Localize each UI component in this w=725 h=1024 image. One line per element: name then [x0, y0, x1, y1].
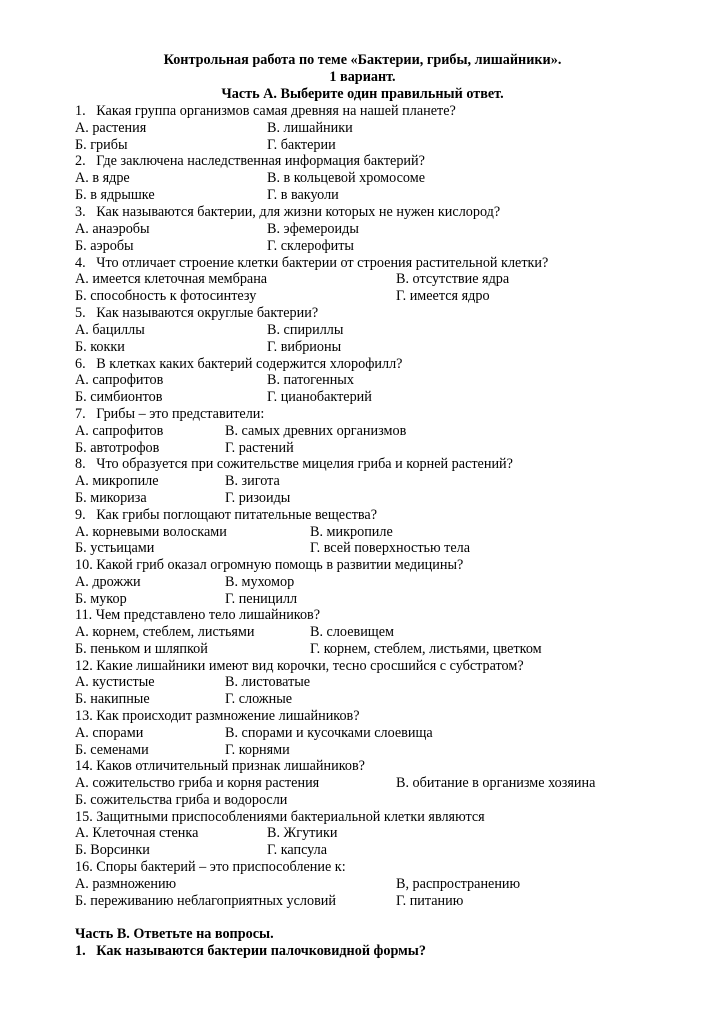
- q11-option-d: Г. корнем, стеблем, листьями, цветком: [310, 641, 542, 657]
- q6-option-b: Б. симбионтов: [75, 389, 163, 405]
- q8-option-a: А. микропиле: [75, 473, 159, 489]
- variant-label: 1 вариант.: [329, 69, 396, 85]
- q11-option-b: Б. пеньком и шляпкой: [75, 641, 208, 657]
- q10-option-a: А. дрожжи: [75, 574, 141, 590]
- q11-option-c: В. слоевищем: [310, 624, 394, 640]
- q9-option-c: В. микропиле: [310, 524, 393, 540]
- q4-option-b: Б. способность к фотосинтезу: [75, 288, 257, 304]
- q1-option-b: Б. грибы: [75, 137, 128, 153]
- q15-option-d: Г. капсула: [267, 842, 328, 858]
- q15-option-b: Б. Ворсинки: [75, 842, 150, 858]
- q3-option-c: В. эфемероиды: [267, 221, 359, 237]
- q5-option-c: В. спириллы: [267, 322, 344, 338]
- q6-option-a: А. сапрофитов: [75, 372, 164, 388]
- page-title: Контрольная работа по теме «Бактерии, грибы, лишайники».: [163, 52, 562, 68]
- question-9: 9. Как грибы поглощают питательные вещества?: [75, 507, 378, 523]
- part-a-heading: Часть А. Выберите один правильный ответ.: [221, 86, 504, 102]
- question-4: 4. Что отличает строение клетки бактерии от строения растительной клетки?: [75, 255, 549, 271]
- q6-option-d: Г. цианобактерий: [267, 389, 372, 405]
- q16-option-c: В, распространению: [396, 876, 521, 892]
- question-5: 5. Как называются округлые бактерии?: [75, 305, 319, 321]
- q13-option-b: Б. семенами: [75, 742, 149, 758]
- q16-option-d: Г. питанию: [396, 893, 464, 909]
- q1-option-c: В. лишайники: [267, 120, 353, 136]
- q8-option-b: Б. микориза: [75, 490, 147, 506]
- q7-option-d: Г. растений: [225, 440, 294, 456]
- q7-option-c: В. самых древних организмов: [225, 423, 407, 439]
- q4-option-c: В. отсутствие ядра: [396, 271, 510, 287]
- question-14: 14. Каков отличительный признак лишайников?: [75, 758, 365, 774]
- q10-option-b: Б. мукор: [75, 591, 127, 607]
- q9-option-d: Г. всей поверхностью тела: [310, 540, 471, 556]
- q16-option-a: А. размножению: [75, 876, 177, 892]
- q10-option-d: Г. пеницилл: [225, 591, 298, 607]
- q14-option-a: А. сожительство гриба и корня растения: [75, 775, 320, 791]
- q15-option-c: В. Жгутики: [267, 825, 338, 841]
- q7-option-b: Б. автотрофов: [75, 440, 160, 456]
- question-6: 6. В клетках каких бактерий содержится хлорофилл?: [75, 356, 403, 372]
- question-2: 2. Где заключена наследственная информация бактерий?: [75, 153, 425, 169]
- q5-option-d: Г. вибрионы: [267, 339, 342, 355]
- q13-option-a: А. спорами: [75, 725, 144, 741]
- q13-option-c: В. спорами и кусочками слоевища: [225, 725, 433, 741]
- q13-option-d: Г. корнями: [225, 742, 290, 758]
- question-7: 7. Грибы – это представители:: [75, 406, 265, 422]
- q5-option-a: А. бациллы: [75, 322, 145, 338]
- q6-option-c: В. патогенных: [267, 372, 354, 388]
- q5-option-b: Б. кокки: [75, 339, 125, 355]
- part-b-heading: Часть В. Ответьте на вопросы.: [75, 926, 274, 942]
- q14-option-b: Б. сожительства гриба и водоросли: [75, 792, 288, 808]
- q8-option-c: В. зигота: [225, 473, 280, 489]
- question-10: 10. Какой гриб оказал огромную помощь в развитии медицины?: [75, 557, 464, 573]
- q3-option-b: Б. аэробы: [75, 238, 134, 254]
- q12-option-c: В. листоватые: [225, 674, 311, 690]
- q12-option-d: Г. сложные: [225, 691, 293, 707]
- q16-option-b: Б. переживанию неблагоприятных условий: [75, 893, 336, 909]
- q2-option-a: А. в ядре: [75, 170, 130, 186]
- q4-option-a: А. имеется клеточная мембрана: [75, 271, 268, 287]
- part-b-question-1: 1. Как называются бактерии палочковидной формы?: [75, 943, 426, 959]
- q15-option-a: А. Клеточная стенка: [75, 825, 199, 841]
- question-13: 13. Как происходит размножение лишайников?: [75, 708, 360, 724]
- question-12: 12. Какие лишайники имеют вид корочки, тесно сросшийся с субстратом?: [75, 658, 524, 674]
- q12-option-a: А. кустистые: [75, 674, 155, 690]
- q2-option-c: В. в кольцевой хромосоме: [267, 170, 425, 186]
- q11-option-a: А. корнем, стеблем, листьями: [75, 624, 255, 640]
- question-3: 3. Как называются бактерии, для жизни которых не нужен кислород?: [75, 204, 501, 220]
- q3-option-d: Г. склерофиты: [267, 238, 354, 254]
- q1-option-d: Г. бактерии: [267, 137, 336, 153]
- question-16: 16. Споры бактерий – это приспособление к:: [75, 859, 346, 875]
- q3-option-a: А. анаэробы: [75, 221, 150, 237]
- question-8: 8. Что образуется при сожительстве мицелия гриба и корней растений?: [75, 456, 513, 472]
- question-1: 1. Какая группа организмов самая древняя на нашей планете?: [75, 103, 456, 119]
- q2-option-d: Г. в вакуоли: [267, 187, 339, 203]
- q4-option-d: Г. имеется ядро: [396, 288, 490, 304]
- q14-option-c: В. обитание в организме хозяина: [396, 775, 596, 791]
- question-11: 11. Чем представлено тело лишайников?: [75, 607, 321, 623]
- question-15: 15. Защитными приспособлениями бактериальной клетки являются: [75, 809, 485, 825]
- q7-option-a: А. сапрофитов: [75, 423, 164, 439]
- q8-option-d: Г. ризоиды: [225, 490, 291, 506]
- q1-option-a: А. растения: [75, 120, 147, 136]
- q12-option-b: Б. накипные: [75, 691, 150, 707]
- q2-option-b: Б. в ядрышке: [75, 187, 155, 203]
- q9-option-b: Б. устьицами: [75, 540, 155, 556]
- q9-option-a: А. корневыми волосками: [75, 524, 227, 540]
- q10-option-c: В. мухомор: [225, 574, 295, 590]
